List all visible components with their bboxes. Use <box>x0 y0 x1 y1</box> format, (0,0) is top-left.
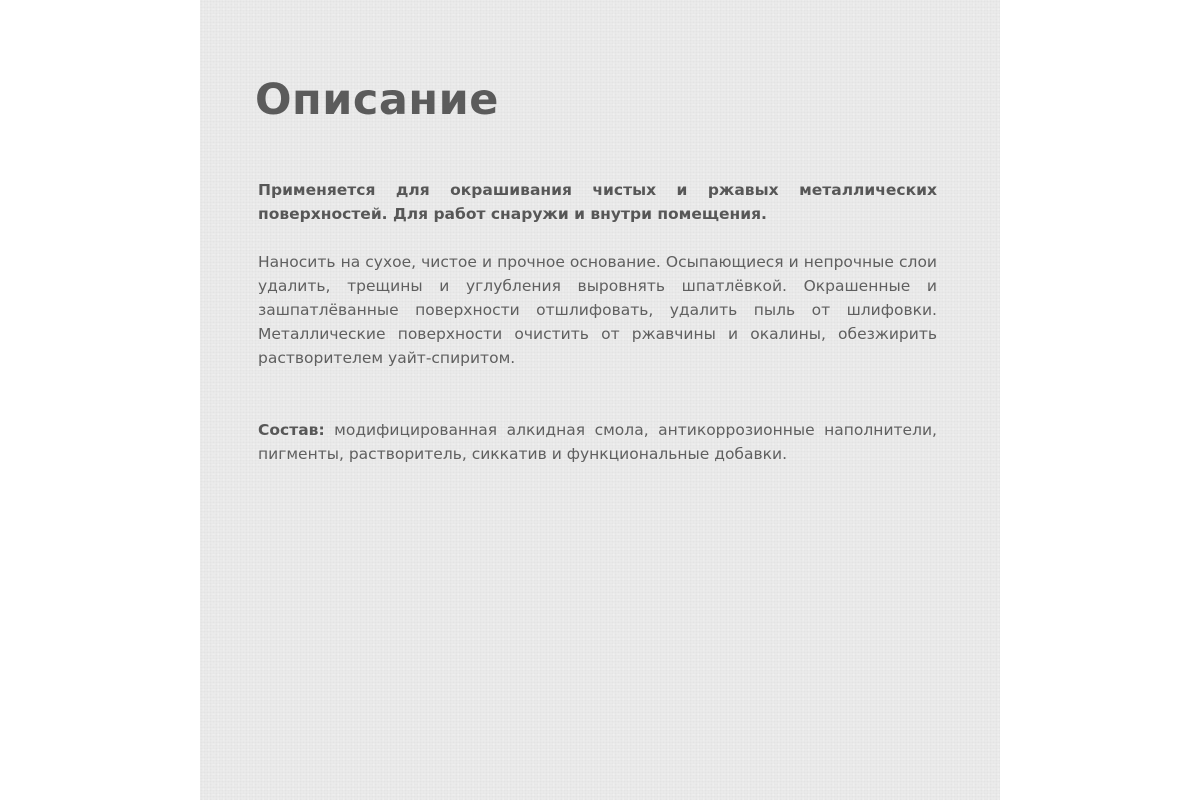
usage-paragraph: Применяется для окрашивания чистых и ржавых металлических поверхностей. Для работ снаружи и внутри помещения. <box>258 181 937 223</box>
composition-label: Состав: <box>258 421 325 439</box>
application-paragraph: Наносить на сухое, чистое и прочное основание. Осыпающиеся и непрочные слои удалить, трещины и углубления выровнять шпатлёвкой. Окрашенные и зашпатлёванные поверхности отшлифовать, удалить пыль от шлифовки. Металлические поверхности очистить от ржавчины и окалины, обезжирить растворителем уайт-спиритом. <box>258 253 937 367</box>
description-page <box>200 0 1000 800</box>
page-title: Описание <box>255 75 499 125</box>
composition-paragraph <box>258 418 937 466</box>
composition-text: модифицированная алкидная смола, антикоррозионные наполнители, пигменты, растворитель, сиккатив и функциональные добавки. <box>258 421 937 463</box>
